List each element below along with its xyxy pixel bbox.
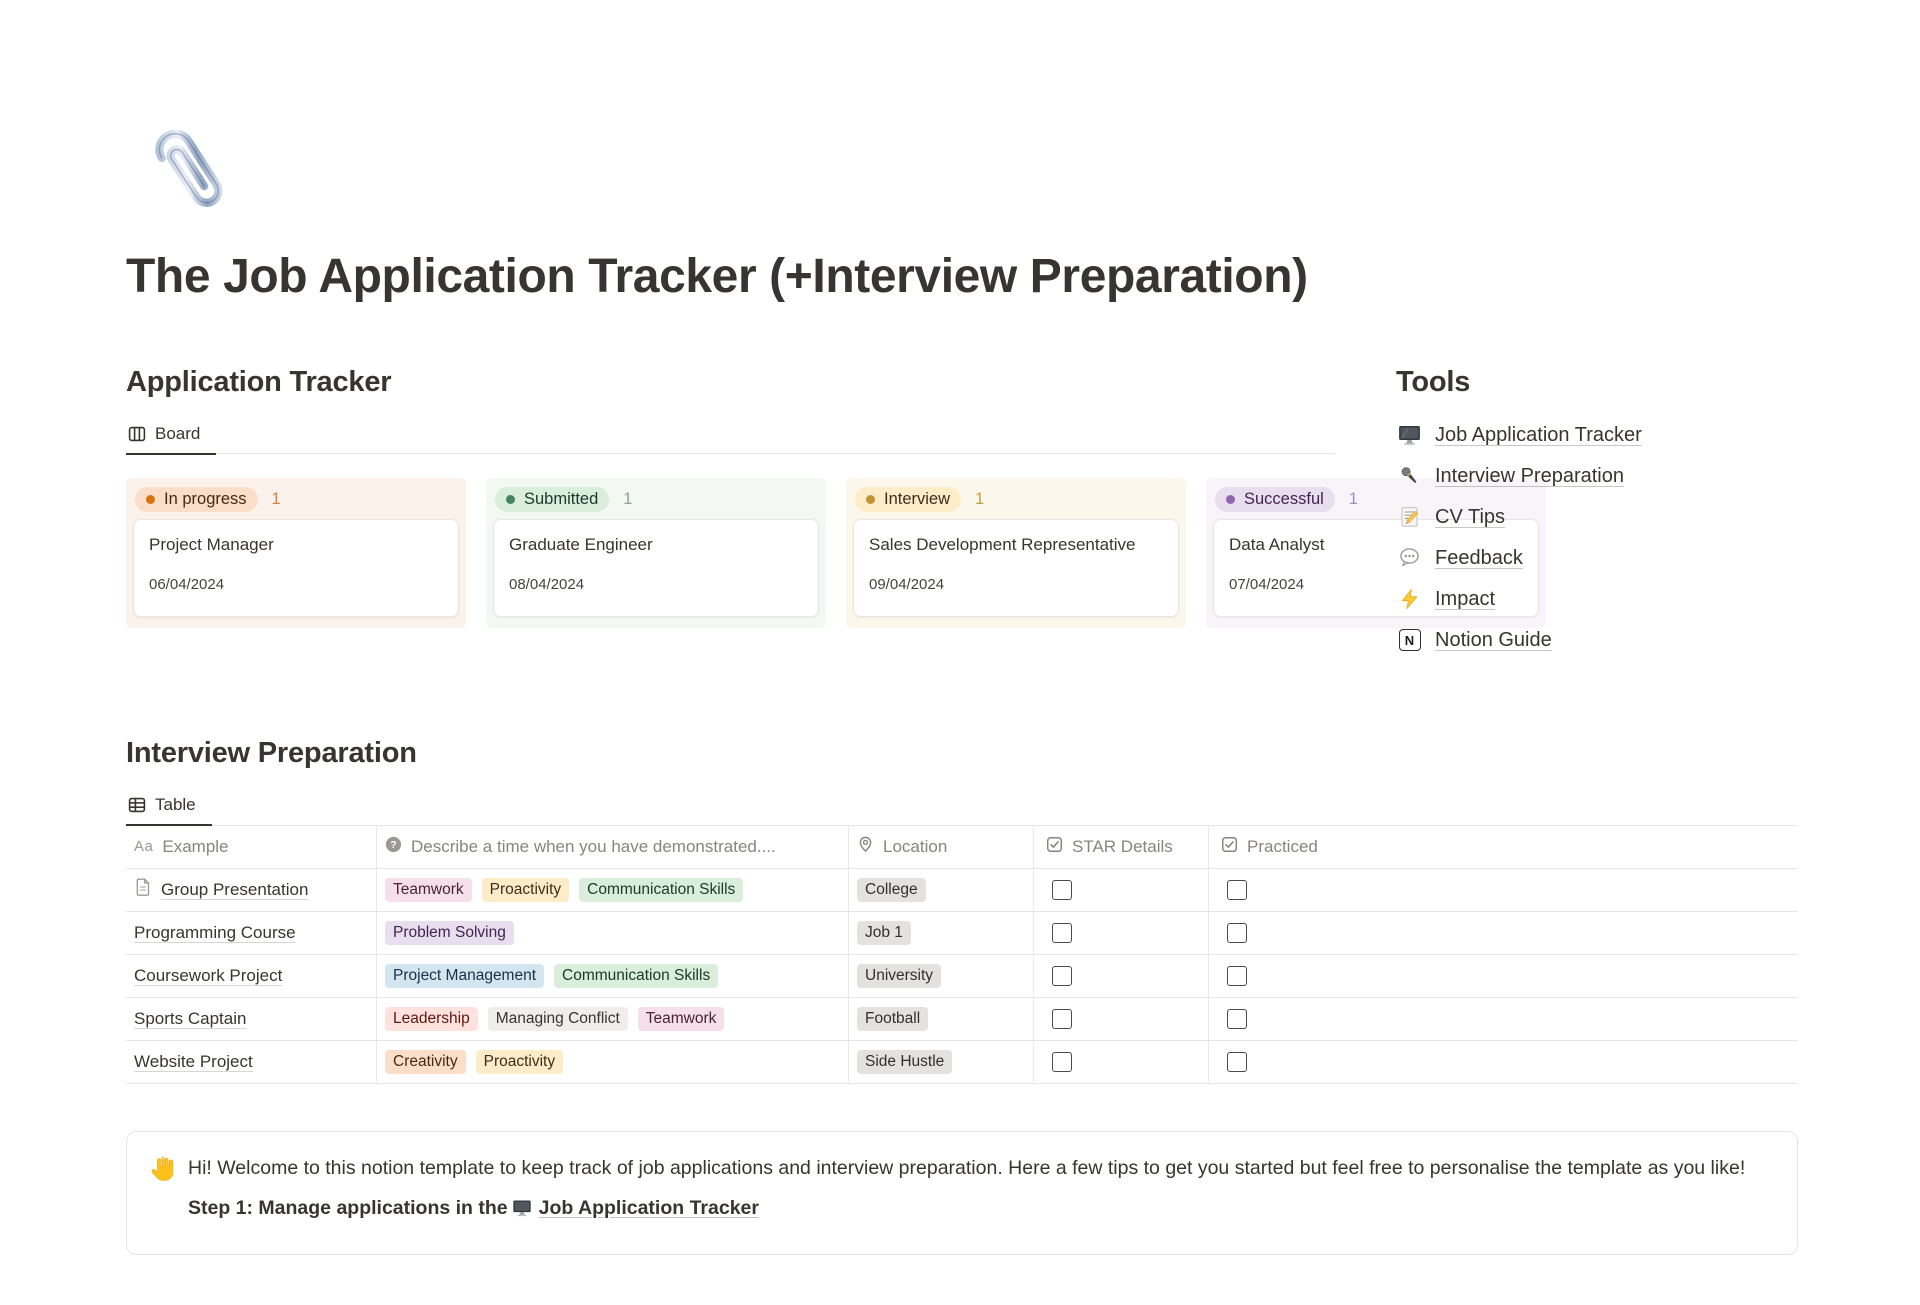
column-count: 1 bbox=[623, 490, 633, 509]
table-header-row bbox=[126, 826, 1798, 869]
tools-list bbox=[1396, 415, 1726, 661]
example-cell bbox=[126, 955, 377, 997]
skill-tag[interactable]: Proactivity bbox=[476, 1050, 564, 1074]
status-label: Submitted bbox=[524, 490, 599, 509]
card-date: 07/04/2024 bbox=[1229, 576, 1305, 594]
tab-board-label: Board bbox=[155, 423, 201, 443]
star-details-cell bbox=[1034, 869, 1209, 911]
tools-item-feedback bbox=[1396, 538, 1726, 579]
example-cell bbox=[126, 1041, 377, 1083]
practiced-checkbox[interactable] bbox=[1227, 923, 1247, 943]
column-header bbox=[133, 484, 459, 512]
header-label: Describe a time when you have demonstrated.... bbox=[411, 836, 776, 856]
status-dot bbox=[146, 495, 155, 504]
status-pill-interview[interactable] bbox=[855, 487, 961, 512]
memo-icon bbox=[1396, 505, 1423, 529]
location-cell bbox=[849, 955, 1034, 997]
skill-tag[interactable]: Teamwork bbox=[638, 1007, 725, 1031]
checkbox-icon bbox=[1046, 836, 1063, 858]
board-column-submitted bbox=[486, 478, 826, 628]
lightning-icon bbox=[1396, 587, 1423, 611]
star-details-checkbox[interactable] bbox=[1052, 880, 1072, 900]
star-details-checkbox[interactable] bbox=[1052, 1009, 1072, 1029]
card-date: 09/04/2024 bbox=[869, 576, 945, 594]
example-cell bbox=[126, 998, 377, 1040]
star-details-cell bbox=[1034, 955, 1209, 997]
text-type-icon: Aa bbox=[134, 838, 154, 856]
star-details-cell bbox=[1034, 912, 1209, 954]
skill-tag[interactable]: Communication Skills bbox=[554, 964, 718, 988]
card-title: Data Analyst bbox=[1229, 535, 1325, 555]
tools-section bbox=[1396, 364, 1726, 661]
skills-cell bbox=[377, 955, 849, 997]
board-column-in-progress bbox=[126, 478, 466, 628]
paperclip-icon[interactable] bbox=[126, 106, 252, 238]
interview-preparation-section bbox=[126, 735, 1798, 1084]
header-label: Location bbox=[883, 836, 948, 856]
skill-tag[interactable]: Proactivity bbox=[482, 878, 570, 902]
location-pin-icon bbox=[857, 835, 874, 858]
skill-tag[interactable]: Problem Solving bbox=[385, 921, 514, 945]
board-card[interactable] bbox=[853, 519, 1179, 617]
tools-link-impact[interactable]: Impact bbox=[1435, 587, 1496, 610]
card-title: Sales Development Representative bbox=[869, 535, 1136, 555]
location-cell bbox=[849, 1041, 1034, 1083]
row-title[interactable]: Coursework Project bbox=[134, 965, 283, 985]
application-tracker-heading: Application Tracker bbox=[126, 365, 392, 398]
notion-page bbox=[0, 106, 1920, 1255]
practiced-cell bbox=[1209, 869, 1798, 911]
row-title[interactable]: Website Project bbox=[134, 1051, 253, 1071]
status-dot bbox=[866, 495, 875, 504]
row-title[interactable]: Sports Captain bbox=[134, 1008, 247, 1028]
example-cell bbox=[126, 912, 377, 954]
practiced-checkbox[interactable] bbox=[1227, 1009, 1247, 1029]
column-count: 1 bbox=[271, 490, 281, 509]
table-row bbox=[126, 1041, 1798, 1084]
example-cell bbox=[126, 869, 377, 911]
tools-item-cv-tips bbox=[1396, 497, 1726, 538]
table-view-icon bbox=[128, 796, 146, 814]
tools-item-interview-preparation bbox=[1396, 456, 1726, 497]
header-label: Example bbox=[162, 836, 229, 856]
status-pill-successful[interactable] bbox=[1215, 487, 1335, 512]
callout-text: Hi! Welcome to this notion template to keep track of job applications and interview preparation. Here a few tips to get you started but feel free to personalise the template as you like! bbox=[188, 1156, 1746, 1179]
raised-hand-icon bbox=[148, 1155, 175, 1187]
column-header-star-details[interactable] bbox=[1034, 826, 1209, 868]
tools-item-job-application-tracker bbox=[1396, 415, 1726, 456]
practiced-cell bbox=[1209, 955, 1798, 997]
star-details-cell bbox=[1034, 1041, 1209, 1083]
row-title[interactable]: Group Presentation bbox=[161, 879, 309, 899]
practiced-cell bbox=[1209, 998, 1798, 1040]
board-view-icon bbox=[128, 425, 146, 443]
skills-cell bbox=[377, 998, 849, 1040]
status-dot bbox=[1226, 495, 1235, 504]
skills-cell bbox=[377, 912, 849, 954]
status-label: Successful bbox=[1244, 490, 1324, 509]
callout-body bbox=[188, 1153, 1745, 1228]
column-count: 1 bbox=[1348, 490, 1358, 509]
location-tag[interactable]: Job 1 bbox=[857, 921, 911, 945]
skill-tag[interactable]: Project Management bbox=[385, 964, 544, 988]
interview-preparation-table bbox=[126, 826, 1798, 1084]
skill-tag[interactable]: Managing Conflict bbox=[488, 1007, 628, 1031]
card-title: Project Manager bbox=[149, 535, 274, 555]
question-mark-icon bbox=[385, 836, 402, 858]
page-icon bbox=[134, 877, 152, 902]
practiced-cell bbox=[1209, 912, 1798, 954]
star-details-checkbox[interactable] bbox=[1052, 1052, 1072, 1072]
tools-link-interview-preparation[interactable]: Interview Preparation bbox=[1435, 464, 1624, 487]
tools-link-feedback[interactable]: Feedback bbox=[1435, 546, 1523, 569]
status-pill-submitted[interactable] bbox=[495, 487, 609, 512]
card-date: 08/04/2024 bbox=[509, 576, 585, 594]
column-header-example[interactable] bbox=[126, 826, 377, 868]
column-count: 1 bbox=[975, 490, 985, 509]
status-label: In progress bbox=[164, 490, 247, 509]
table-row bbox=[126, 912, 1798, 955]
kanban-board bbox=[126, 478, 1358, 628]
star-details-cell bbox=[1034, 998, 1209, 1040]
location-tag[interactable]: Side Hustle bbox=[857, 1050, 952, 1074]
application-tracker-section bbox=[126, 364, 1358, 629]
column-header-describe[interactable] bbox=[377, 826, 849, 868]
interview-preparation-heading: Interview Preparation bbox=[126, 736, 417, 769]
practiced-checkbox[interactable] bbox=[1227, 966, 1247, 986]
checkbox-icon bbox=[1221, 836, 1238, 858]
skill-tag[interactable]: Communication Skills bbox=[579, 878, 743, 902]
tab-table-label: Table bbox=[155, 795, 196, 815]
status-dot bbox=[506, 495, 515, 504]
location-cell bbox=[849, 912, 1034, 954]
star-details-checkbox[interactable] bbox=[1052, 966, 1072, 986]
column-header bbox=[853, 484, 1179, 512]
tab-table[interactable] bbox=[126, 785, 212, 826]
step1-prefix: Step 1: Manage applications in the bbox=[188, 1196, 508, 1219]
svg-text:?: ? bbox=[390, 838, 397, 851]
tools-item-impact bbox=[1396, 579, 1726, 620]
row-title[interactable]: Programming Course bbox=[134, 922, 296, 942]
step1-link[interactable]: Job Application Tracker bbox=[538, 1196, 759, 1219]
table-row bbox=[126, 955, 1798, 998]
desktop-computer-icon bbox=[1396, 423, 1423, 447]
skills-cell bbox=[377, 869, 849, 911]
callout-step1 bbox=[188, 1193, 1745, 1228]
practiced-checkbox[interactable] bbox=[1227, 880, 1247, 900]
skill-tag[interactable]: Creativity bbox=[385, 1050, 466, 1074]
location-tag[interactable]: University bbox=[857, 964, 941, 988]
skills-cell bbox=[377, 1041, 849, 1083]
skill-tag[interactable]: Leadership bbox=[385, 1007, 478, 1031]
practiced-checkbox[interactable] bbox=[1227, 1052, 1247, 1072]
tab-board[interactable] bbox=[126, 414, 216, 455]
welcome-callout bbox=[126, 1131, 1798, 1255]
status-pill-in-progress[interactable] bbox=[135, 487, 258, 512]
board-card[interactable] bbox=[493, 519, 819, 617]
two-column-layout bbox=[126, 364, 1798, 661]
location-tag[interactable]: Football bbox=[857, 1007, 928, 1031]
board-column-interview bbox=[846, 478, 1186, 628]
column-header bbox=[493, 484, 819, 512]
location-tag[interactable]: College bbox=[857, 878, 926, 902]
status-label: Interview bbox=[884, 490, 951, 509]
header-label: STAR Details bbox=[1072, 836, 1173, 856]
page-title[interactable]: The Job Application Tracker (+Interview Preparation) bbox=[126, 250, 1308, 303]
table-view-tabbar bbox=[126, 785, 1798, 826]
skill-tag[interactable]: Teamwork bbox=[385, 878, 472, 902]
location-cell bbox=[849, 869, 1034, 911]
table-row bbox=[126, 869, 1798, 912]
header-label: Practiced bbox=[1247, 836, 1318, 856]
notion-logo-icon: N bbox=[1396, 629, 1423, 651]
location-cell bbox=[849, 998, 1034, 1040]
practiced-cell bbox=[1209, 1041, 1798, 1083]
microphone-icon bbox=[1396, 464, 1423, 488]
board-view-tabbar bbox=[126, 414, 1335, 455]
tools-link-cv-tips[interactable]: CV Tips bbox=[1435, 505, 1506, 528]
column-header-practiced[interactable] bbox=[1209, 826, 1798, 868]
tools-heading: Tools bbox=[1396, 365, 1471, 398]
card-title: Graduate Engineer bbox=[509, 535, 653, 555]
speech-balloon-icon bbox=[1396, 546, 1423, 570]
star-details-checkbox[interactable] bbox=[1052, 923, 1072, 943]
tools-link-job-application-tracker[interactable]: Job Application Tracker bbox=[1435, 423, 1642, 446]
tools-item-notion-guide bbox=[1396, 620, 1726, 661]
tools-link-notion-guide[interactable]: Notion Guide bbox=[1435, 628, 1552, 651]
table-row bbox=[126, 998, 1798, 1041]
card-date: 06/04/2024 bbox=[149, 576, 225, 594]
desktop-computer-icon bbox=[512, 1197, 532, 1228]
board-card[interactable] bbox=[133, 519, 459, 617]
column-header-location[interactable] bbox=[849, 826, 1034, 868]
